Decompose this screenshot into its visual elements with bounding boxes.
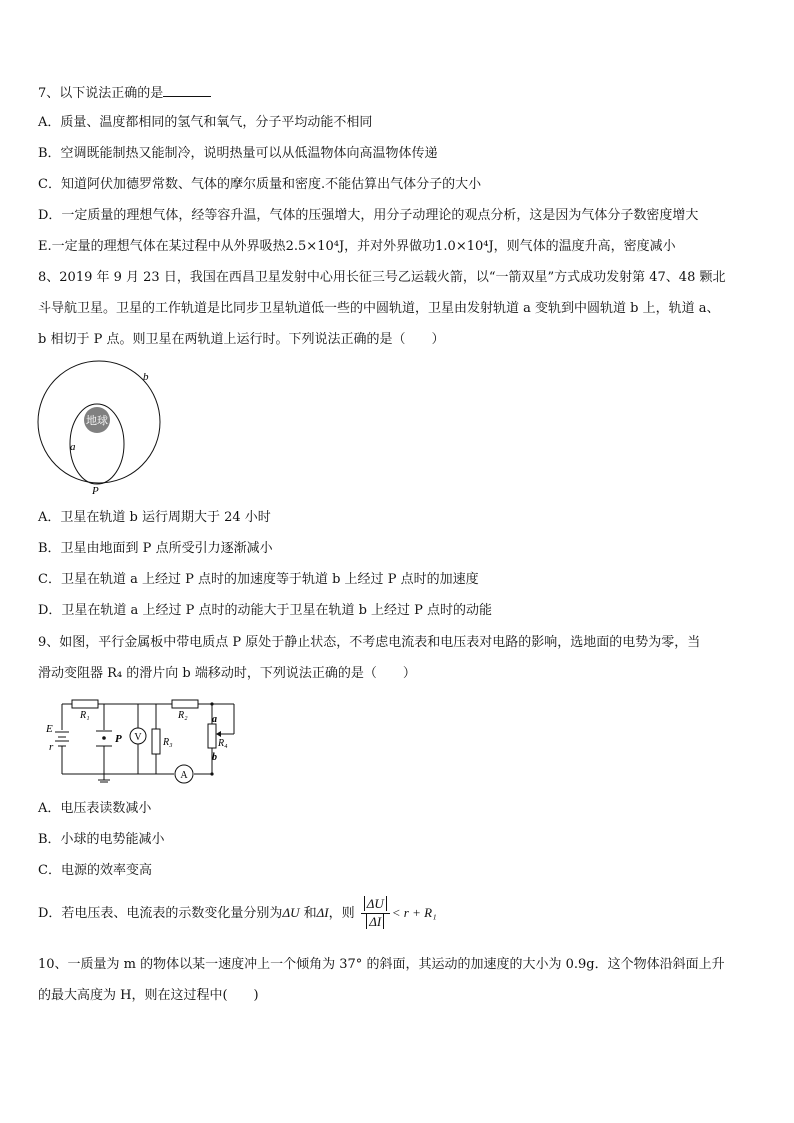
q9-stem-line1: 9、如图，平行金属板中带电质点 P 原处于静止状态，不考虑电流表和电压表对电路的影响，选地面的电势为零，当 (38, 635, 701, 650)
label-e: E (46, 723, 53, 735)
slider-arrow (216, 731, 221, 737)
label-point-p: P (92, 485, 99, 497)
junction-dot (210, 772, 213, 775)
q8-stem-line1: 8、2019 年 9 月 23 日，我国在西昌卫星发射中心用长征三号乙运载火箭，以“一箭双星”方式成功发射第 47、48 颗北 (38, 270, 726, 285)
orbit-figure (30, 360, 170, 500)
q8-stem-line3: b 相切于 P 点。则卫星在两轨道上运行时。下列说法正确的是（ ） (38, 332, 445, 347)
q7-option-e: E.一定量的理想气体在某过程中从外界吸热2.5×10⁴J，并对外界做功1.0×10⁴J，则气体的温度升高，密度减小 (38, 239, 676, 254)
q8-option-b: B．卫星由地面到 P 点所受引力逐渐减小 (38, 541, 273, 556)
q8-option-d: D．卫星在轨道 a 上经过 P 点时的动能大于卫星在轨道 b 上经过 P 点时的动能 (38, 603, 493, 618)
q9-option-a: A．电压表读数减小 (38, 801, 152, 816)
junction-dot (210, 702, 213, 705)
resistor-r2 (172, 700, 198, 708)
q10-stem-line2: 的最大高度为 H，则在这过程中( ) (38, 988, 259, 1003)
q8-option-c: C．卫星在轨道 a 上经过 P 点时的加速度等于轨道 b 上经过 P 点时的加速度 (38, 572, 479, 587)
label-p: P (115, 733, 122, 745)
label-a: a (212, 714, 217, 725)
q7-option-c: C．知道阿伏加德罗常数、气体的摩尔质量和密度.不能估算出气体分子的大小 (38, 177, 482, 192)
q7-stem: 7、以下说法正确的是 (38, 82, 211, 104)
q9-option-c: C．电源的效率变高 (38, 863, 152, 878)
answer-blank[interactable] (163, 82, 211, 97)
resistor-r1 (72, 700, 98, 708)
q10-stem-line1: 10、一质量为 m 的物体以某一速度冲上一个倾角为 37° 的斜面，其运动的加速度的大小为 0.9g．这个物体沿斜面上升 (38, 957, 725, 972)
circuit-figure (44, 694, 244, 784)
q8-option-a: A．卫星在轨道 b 运行周期大于 24 小时 (38, 510, 271, 525)
earth-label: 地球 (86, 415, 108, 427)
label-r: r (49, 741, 54, 753)
resistor-r4 (208, 724, 216, 748)
q7-option-b: B．空调既能制热又能制冷，说明热量可以从低温物体向高温物体传递 (38, 146, 438, 161)
resistor-r3 (152, 729, 160, 754)
label-orbit-b: b (143, 371, 149, 383)
label-r1: R₁ (80, 710, 90, 721)
q7-option-d: D．一定质量的理想气体，经等容升温，气体的压强增大，用分子动理论的观点分析，这是因为气体分子数密度增大 (38, 208, 699, 223)
label-r3: R₃ (163, 737, 173, 748)
q7-option-a: A．质量、温度都相同的氢气和氧气，分子平均动能不相同 (38, 115, 373, 130)
label-b: b (212, 752, 217, 763)
q8-stem-line2: 斗导航卫星。卫星的工作轨道是比同步卫星轨道低一些的中圆轨道，卫星由发射轨道 a 变轨到中圆轨道 b 上，轨道 a、 (38, 301, 720, 316)
q9-option-d: D．若电压表、电流表的示数变化量分别为ΔU 和ΔI，则 $\frac{\Delta U}{\Delta I}$ < r + R₁ (38, 896, 437, 929)
label-r2: R₂ (178, 710, 188, 721)
q9-option-b: B．小球的电势能减小 (38, 832, 165, 847)
fraction-dU-dI: $\frac{\Delta U}{\Delta I}$ (361, 896, 390, 931)
particle-p (102, 736, 106, 740)
ammeter-label: A (180, 770, 188, 781)
label-orbit-a: a (70, 441, 76, 453)
voltmeter-label: V (134, 732, 142, 743)
q9-stem-line2: 滑动变阻器 R₄ 的滑片向 b 端移动时，下列说法正确的是（ ） (38, 666, 416, 681)
label-r4: R₄ (218, 738, 228, 749)
